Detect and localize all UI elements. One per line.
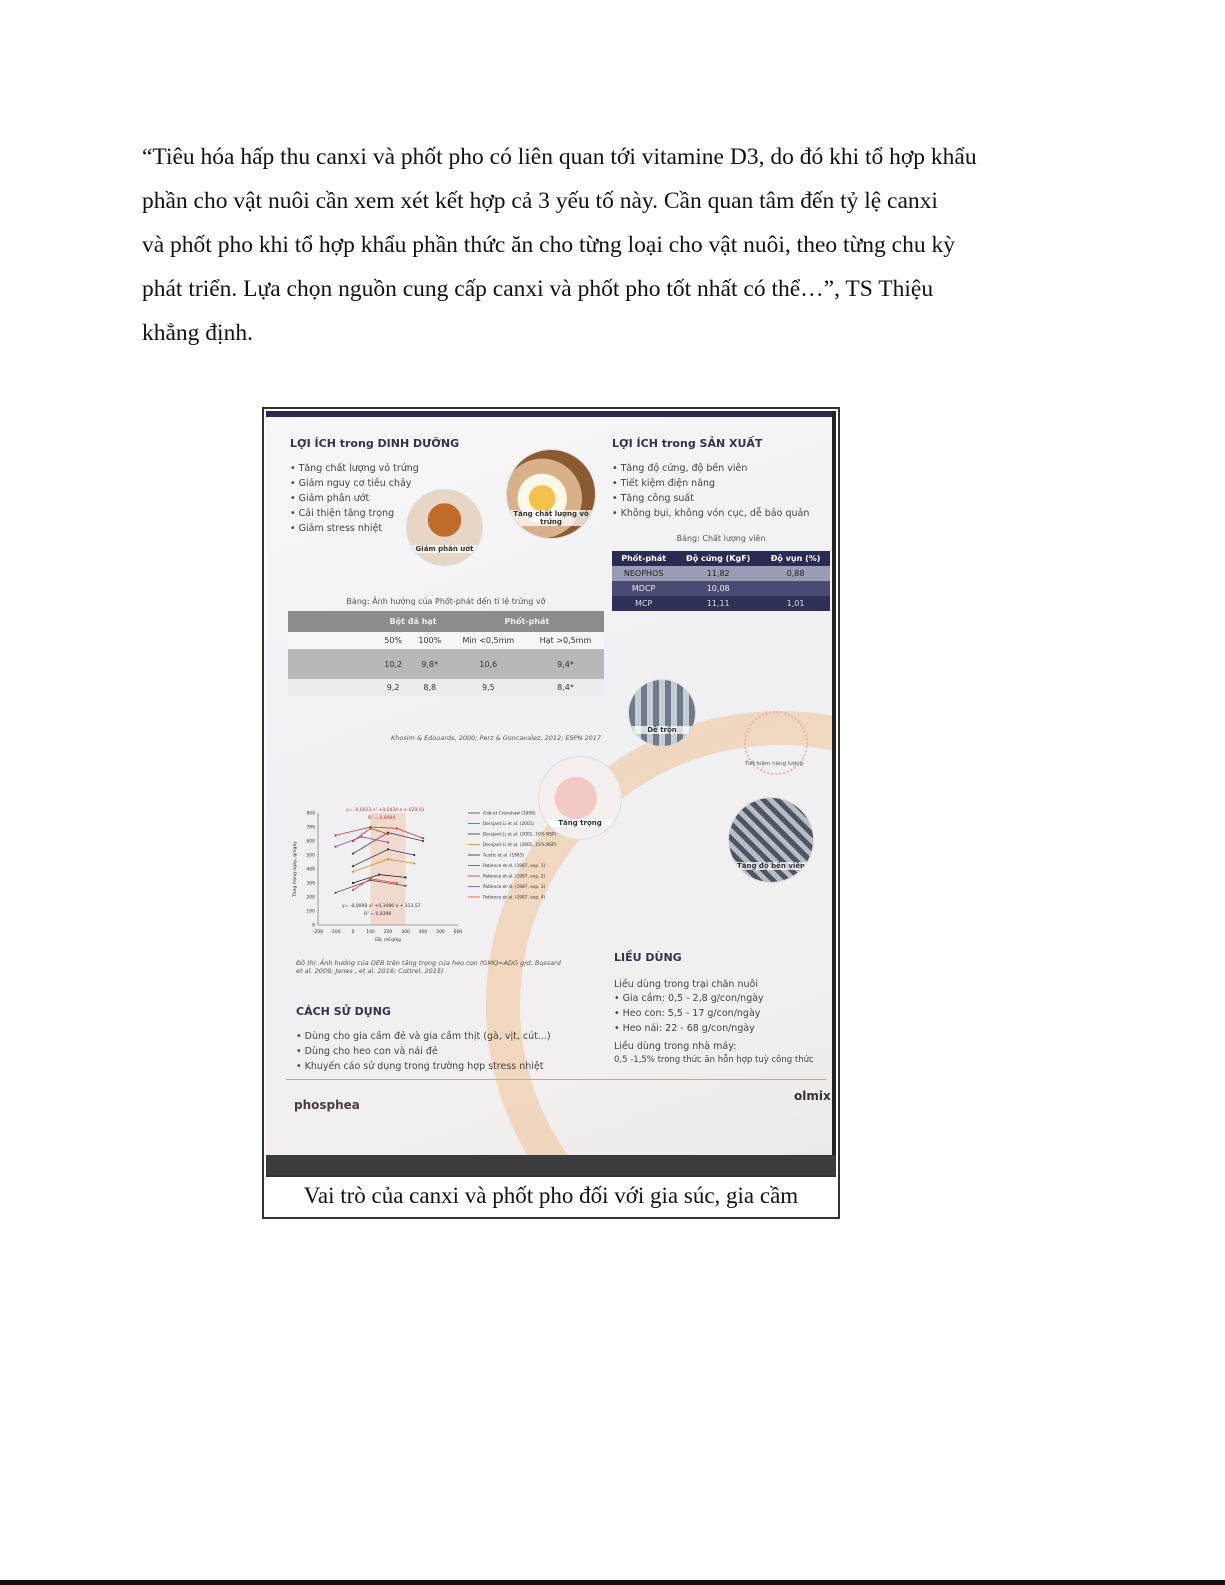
figure [262, 407, 840, 1219]
quote-line: và phốt pho khi tổ hợp khẩu phần thức ăn cho từng loại cho vật nuôi, theo từng chu kỳ [142, 232, 955, 258]
egg-cell: 9,4* [527, 649, 604, 679]
nutrition-item: • Tăng chất lượng vỏ trứng [290, 461, 440, 476]
egg-photo [506, 449, 596, 539]
quality-table [612, 551, 830, 611]
phosphea-logo: phosphea [294, 1098, 360, 1112]
chart-y-tick-label: 100 [306, 909, 315, 915]
chart-caption: Đồ thị: Ảnh hưởng của DEB trên tăng trọng của heo con (GMQ=ADG g/d; Bossard et al. 2009; Jones , et al. 2016; Cottrel, 2015) [296, 959, 561, 975]
production-item: • Tăng độ cứng, độ bền viên [612, 461, 832, 476]
chart-point [369, 878, 371, 880]
chart-y-tick-label: 800 [306, 811, 315, 817]
chart-x-tick-label: 100 [366, 930, 375, 935]
dosage-title: LIỀU DÙNG [614, 951, 682, 964]
quality-cell: NEOPHOS [612, 566, 675, 581]
production-item: • Tiết kiệm điện năng [612, 476, 832, 491]
chart-point [334, 846, 336, 848]
chart-legend-label: Patience et al. (1987, exp. 4) [483, 895, 546, 901]
nutrition-item: • Giảm nguy cơ tiêu chảy [290, 476, 440, 491]
chart-point [352, 865, 354, 867]
chart-y-tick-label: 600 [306, 839, 315, 845]
chart-x-tick-label: 600 [453, 930, 463, 935]
chart-point [352, 871, 354, 873]
chart-point [378, 874, 380, 876]
egg-cell: 8,4* [527, 679, 604, 696]
production-item: • Tăng công suất [612, 491, 832, 506]
quality-cell: MCP [612, 596, 675, 611]
egg-row [288, 649, 604, 679]
chart-point [352, 853, 354, 855]
egg-header [288, 611, 376, 632]
egg-cell [288, 679, 376, 696]
chart-legend-label: Dersjant Li et al. (2001, 15% NSP) [483, 843, 557, 848]
egg-label: Tăng chất lượng vỏ trứng [507, 510, 595, 526]
egg-subheader [288, 632, 376, 649]
chart-point [404, 885, 406, 887]
egg-cell: 9,5 [450, 679, 527, 696]
egg-row [288, 679, 604, 696]
chart-x-tick-label: 500 [436, 930, 445, 935]
egg-cell: 10,2 [376, 649, 409, 679]
chart-x-tick-label: -100 [330, 930, 341, 935]
chart-point [352, 889, 354, 891]
dosage-mill-text: 0,5 -1,5% trong thức ăn hỗn hợp tuỳ công thức [614, 1055, 814, 1065]
quality-header: Độ vụn (%) [761, 551, 830, 566]
quality-header: Phốt-phát [612, 551, 675, 566]
egg-cell: 9,8* [410, 649, 450, 679]
chart-point [387, 848, 389, 850]
chart-point [369, 827, 371, 829]
chart-point [334, 834, 336, 836]
chart-point [422, 840, 424, 842]
chart-legend-label: Gob et Crenshaw (1990) [483, 811, 536, 817]
deb-chart [286, 803, 586, 963]
chart-legend-label: Austic et al. (1983) [483, 853, 525, 859]
egg-table [288, 611, 604, 696]
quote-paragraph [142, 135, 1102, 355]
egg-table-source: Khosim & Edouards, 2000; Perz & Goncavalez, 2012; ESPN 2017 [390, 734, 601, 742]
egg-header: Phốt-phát [450, 611, 604, 632]
usage-item: • Khuyến cáo sử dụng trong trường hợp stress nhiệt [296, 1059, 596, 1074]
mixer-label: Dễ trộn [629, 726, 695, 734]
usage-item: • Dùng cho gia cầm đẻ và gia cầm thịt (gà, vịt, cút...) [296, 1029, 596, 1044]
quality-cell: 0,88 [761, 566, 830, 581]
chart-legend-label: Dersjant Li et al. (2001) [483, 822, 535, 827]
chart-legend-label: Dersjant Li et al. (2001, 10% NSP) [483, 832, 557, 838]
quality-row [612, 581, 830, 596]
page-bottom-rule [0, 1580, 1225, 1585]
chart-x-label: EB, mEq/kg [375, 938, 401, 943]
chart-x-tick-label: 300 [401, 930, 410, 935]
dosage-item: • Heo nái: 22 - 68 g/con/ngày [614, 1021, 829, 1036]
usage-item: • Dùng cho heo con và nái đẻ [296, 1044, 596, 1059]
chart-point [387, 858, 389, 860]
quality-row [612, 596, 830, 611]
pellet-press-photo [728, 797, 814, 883]
chart-point [413, 862, 415, 864]
quote-line: phần cho vật nuôi cần xem xét kết hợp cả 3 yếu tố này. Cần quan tâm đến tỷ lệ canxi [142, 188, 938, 214]
chart-y-label: Tăng trọng ngày, g/ngày [293, 841, 298, 897]
quality-cell: 11,82 [675, 566, 761, 581]
egg-cell: 9,2 [376, 679, 409, 696]
brochure-photo [266, 411, 836, 1175]
chart-y-tick-label: 700 [306, 825, 315, 831]
brochure-bottom-band [266, 1155, 836, 1175]
production-title: LỢI ÍCH trong SẢN XUẤT [612, 437, 763, 450]
chart-point [387, 833, 389, 835]
chart-x-tick-label: 200 [383, 930, 393, 935]
chart-legend-label: Patience et al. (1987, exp. 1) [483, 864, 546, 869]
quote-line: phát triển. Lựa chọn nguồn cung cấp canxi và phốt pho tốt nhất có thể…”, TS Thiệu [142, 276, 934, 302]
quality-cell: 1,01 [761, 596, 830, 611]
egg-subheader: Min <0,5mm [450, 632, 527, 649]
chart-annotation: R² = 0,8396 [364, 912, 392, 917]
press-label: Tăng độ bền viên [729, 862, 813, 870]
chart-legend-label: Patience et al. (1987, exp. 3) [483, 885, 546, 890]
egg-cell [288, 649, 376, 679]
brochure-edge [832, 411, 836, 1175]
egg-cell: 10,6 [450, 649, 527, 679]
hen-photo [406, 489, 483, 566]
chart-x-tick-label: -200 [312, 930, 324, 935]
chart-point [413, 854, 415, 856]
chart-point [396, 827, 398, 829]
egg-subheader: Hạt >0,5mm [527, 632, 604, 649]
hen-label: Giảm phân ướt [407, 545, 482, 553]
chart-point [404, 876, 406, 878]
chart-y-tick-label: 300 [306, 881, 315, 887]
mixer-photo [628, 679, 696, 747]
chart-annotation: y= -0,0013 x² +0,5434 x + 629,01 [346, 808, 425, 813]
quality-header: Độ cứng (KgF) [675, 551, 761, 566]
chart-x-tick-label: 0 [351, 930, 355, 935]
chart-y-tick-label: 400 [306, 867, 315, 873]
quality-row [612, 566, 830, 581]
chart-point [387, 841, 389, 843]
figure-caption: Vai trò của canxi và phốt pho đối với gia súc, gia cầm [266, 1175, 836, 1215]
pig-label: Tăng trọng [539, 819, 621, 827]
nutrition-item: • Giảm stress nhiệt [290, 521, 440, 536]
egg-cell: 8,8 [410, 679, 450, 696]
usage-list [296, 1029, 596, 1074]
egg-header: Bột đá hạt [376, 611, 449, 632]
chart-x-tick-label: 400 [418, 930, 428, 935]
nutrition-item: • Cải thiện tăng trọng [290, 506, 440, 521]
quality-cell: MDCP [612, 581, 675, 596]
quality-cell: 11,11 [675, 596, 761, 611]
nutrition-title: LỢI ÍCH trong DINH DƯỠNG [290, 437, 460, 450]
egg-subheader: 100% [410, 632, 450, 649]
usage-title: CÁCH SỬ DỤNG [296, 1005, 391, 1018]
dosage-mill-title: Liều dùng trong nhà máy: [614, 1041, 737, 1052]
energy-label: Tiết kiệm năng lượng [744, 761, 804, 767]
chart-annotation: y= -0,0008 x² +0,3486 x + 313,57 [342, 904, 421, 909]
nutrition-item: • Giảm phân ướt [290, 491, 440, 506]
brochure-top-band [266, 411, 836, 417]
quote-line: “Tiêu hóa hấp thu canxi và phốt pho có liên quan tới vitamine D3, do đó khi tổ hợp khẩu [142, 144, 977, 170]
chart-point [334, 892, 336, 894]
quality-table-caption: Bảng: Chất lượng viên [676, 534, 766, 543]
chart-point [352, 882, 354, 884]
chart-legend-label: Patience et al. (1987, exp. 2) [483, 874, 546, 880]
brochure-divider [286, 1079, 826, 1080]
dosage-farm-list [614, 991, 829, 1036]
chart-point [361, 836, 363, 838]
quality-cell [761, 581, 830, 596]
chart-y-tick-label: 0 [312, 923, 315, 929]
production-list [612, 461, 832, 521]
dosage-item: • Heo con: 5,5 - 17 g/con/ngày [614, 1006, 829, 1021]
chart-y-tick-label: 200 [306, 895, 315, 901]
dosage-item: • Gia cầm: 0,5 - 2,8 g/con/ngày [614, 991, 829, 1006]
production-item: • Không bụi, không vón cục, dễ bảo quản [612, 506, 832, 521]
quote-line: khẳng định. [142, 320, 253, 346]
egg-table-caption: Bảng: Ảnh hưởng của Phốt-phát đến tỉ lệ trứng vỡ [346, 597, 546, 606]
olmix-logo: olmix [794, 1089, 831, 1103]
egg-subheader: 50% [376, 632, 409, 649]
chart-point [422, 837, 424, 839]
chart-annotation: R² = 0,8994 [368, 816, 396, 821]
dosage-farm-title: Liều dùng trong trại chăn nuôi [614, 979, 758, 990]
chart-y-tick-label: 500 [306, 853, 315, 859]
quality-cell: 10,08 [675, 581, 761, 596]
chart-point [396, 882, 398, 884]
